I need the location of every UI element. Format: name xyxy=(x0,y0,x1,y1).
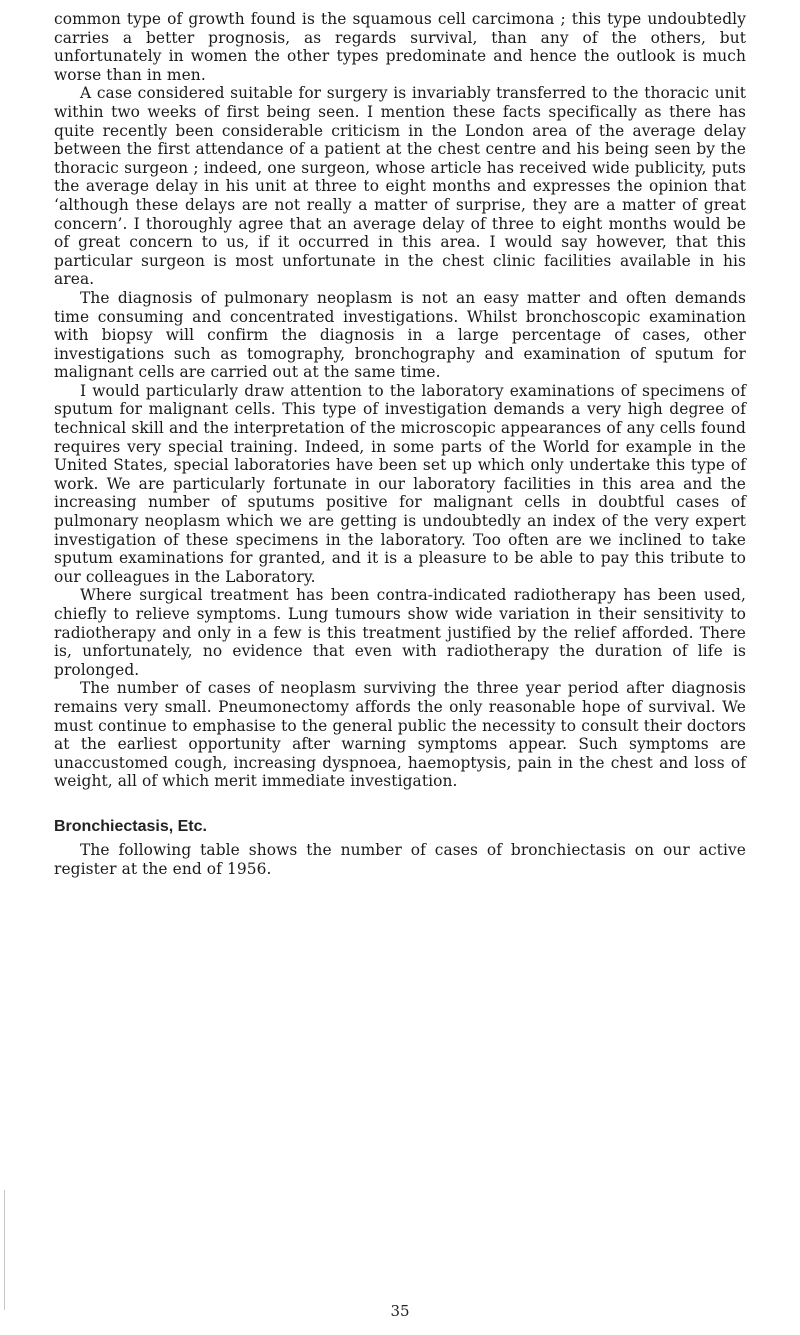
body-paragraph-2: A case considered suitable for surgery is invariably transferred to the thoracic unit within two weeks of first being seen. I mention these facts specifically as there has quite recently been considerable criticism in the London area of the average delay between the first attendance of a patient at the chest centre and his being seen by the thoracic surgeon ; indeed, one surgeon, whose article has received wide publicity, puts the average delay in his unit at three to eight months and expresses the opinion that ‘although these delays are not really a matter of surprise, they are a matter of great concern’. I thoroughly agree that an average delay of three to eight months would be of great concern to us, if it occurred in this area. I would say however, that this particular surgeon is most unfortunate in the chest clinic facilities available in his area. xyxy=(54,84,746,289)
page-number: 35 xyxy=(390,1302,410,1320)
body-paragraph-6: The number of cases of neoplasm surviving the three year period after diagnosis remains very small. Pneumonectomy affords the only reasonable hope of survival. We must continue to emphasise to the general public the necessity to consult their doctors at the earliest opportunity after warning symptoms appear. Such symptoms are unaccustomed cough, increasing dyspnoea, haemoptysis, pain in the chest and loss of weight, all of which merit immediate investigation. xyxy=(54,679,746,791)
section-paragraph-1: The following table shows the number of cases of bronchiectasis on our active register at the end of 1956. xyxy=(54,840,746,878)
body-paragraph-5: Where surgical treatment has been contra-indicated radiotherapy has been used, chiefly to relieve symptoms. Lung tumours show wide variation in their sensitivity to radiotherapy and only in a few is this treatment justified by the relief afforded. There is, unfortunately, no evidence that even with radiotherapy the duration of life is prolonged. xyxy=(54,586,746,679)
page-body xyxy=(54,10,746,878)
scan-margin-line xyxy=(4,1190,5,1310)
section-heading: Bronchiectasis, Etc. xyxy=(54,817,207,835)
body-paragraph-4: I would particularly draw attention to the laboratory examinations of specimens of sputum for malignant cells. This type of investigation demands a very high degree of technical skill and the interpretation of the microscopic appearances of any cells found requires very special training. Indeed, in some parts of the World for example in the United States, special laboratories have been set up which only undertake this type of work. We are particularly fortunate in our laboratory facilities in this area and the increasing number of sputums positive for malignant cells in doubtful cases of pulmonary neoplasm which we are getting is undoubtedly an index of the very expert investigation of these specimens in the laboratory. Too often are we inclined to take sputum examinations for granted, and it is a pleasure to be able to pay this tribute to our colleagues in the Laboratory. xyxy=(54,381,746,586)
body-paragraph-1: common type of growth found is the squamous cell carcimona ; this type undoubtedly carries a better prognosis, as regards survival, than any of the others, but unfortunately in women the other types predominate and hence the outlook is much worse than in men. xyxy=(54,10,746,84)
body-paragraph-3: The diagnosis of pulmonary neoplasm is not an easy matter and often demands time consuming and concentrated investigations. Whilst bronchoscopic examination with biopsy will confirm the diagnosis in a large percentage of cases, other investigations such as tomography, bronchography and examination of sputum for malignant cells are carried out at the same time. xyxy=(54,288,746,382)
